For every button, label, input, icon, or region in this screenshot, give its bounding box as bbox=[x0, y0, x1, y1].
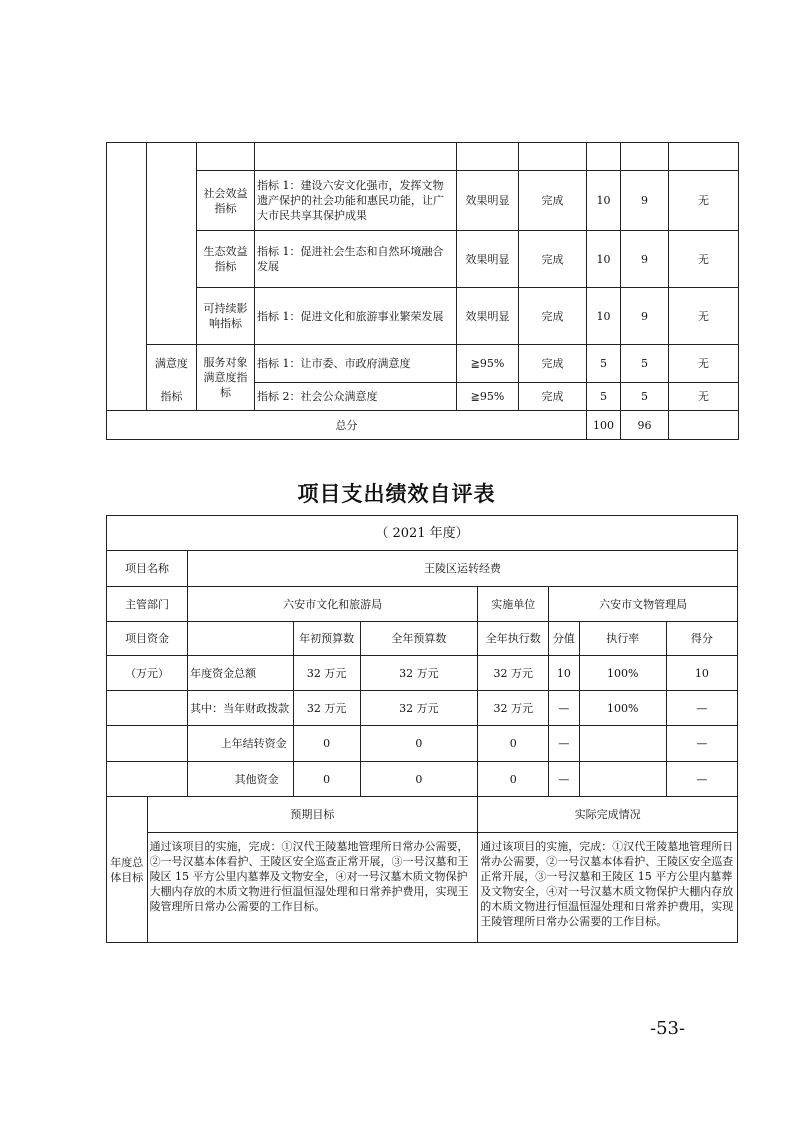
fund-executed: 0 bbox=[478, 762, 549, 797]
table-row bbox=[107, 656, 738, 691]
target-value: 效果明显 bbox=[457, 288, 519, 345]
target-value: ≧95% bbox=[457, 383, 519, 411]
fund-row-label: 年度资金总额 bbox=[188, 656, 293, 691]
satisfaction-label: 满意度 bbox=[147, 345, 197, 383]
fund-executed: 32 万元 bbox=[478, 656, 549, 691]
satisfaction-label-2: 指标 bbox=[147, 383, 197, 411]
fund-score: — bbox=[666, 691, 737, 726]
fund-row-label: 其中：当年财政拨款 bbox=[188, 691, 293, 726]
fund-rate bbox=[579, 726, 666, 762]
indicator-text: 指标 2：社会公众满意度 bbox=[255, 383, 457, 411]
performance-indicator-table bbox=[106, 142, 739, 440]
fund-executed: 0 bbox=[478, 726, 549, 762]
fund-initial: 32 万元 bbox=[293, 691, 360, 726]
page-title: 项目支出绩效自评表 bbox=[297, 482, 496, 506]
weight-value: 10 bbox=[587, 231, 621, 288]
fund-executed: 32 万元 bbox=[478, 691, 549, 726]
actual-text: 通过该项目的实施，完成：①汉代王陵墓地管理所日常办公需要，②一号汉墓本体看护、王陵区安全巡查正常开展，③一号汉墓和王陵区 15 平方公里内墓葬及文物安全，④对一号汉墓木质文物保护大棚内存放的木质文物进行恒温恒湿处理和日常养护费用，实现王陵管理所日常办公需要的工作目标。 bbox=[478, 833, 738, 943]
fund-rate: 100% bbox=[579, 656, 666, 691]
table-row bbox=[107, 622, 738, 656]
fund-score: 10 bbox=[666, 656, 737, 691]
fund-score: — bbox=[666, 726, 737, 762]
sub-indicator: 可持续影响指标 bbox=[197, 288, 255, 345]
score-value: 9 bbox=[621, 288, 669, 345]
weight-value: 10 bbox=[587, 288, 621, 345]
year-row bbox=[107, 516, 738, 551]
fund-initial: 32 万元 bbox=[293, 656, 360, 691]
fund-weight: — bbox=[549, 691, 579, 726]
impl-value: 六安市文物管理局 bbox=[549, 587, 738, 622]
fund-rate: 100% bbox=[579, 691, 666, 726]
year-label: （ 2021 年度） bbox=[107, 516, 738, 551]
actual-value: 完成 bbox=[519, 345, 587, 383]
actual-value: 完成 bbox=[519, 171, 587, 231]
table-row bbox=[107, 551, 738, 587]
self-evaluation-table bbox=[106, 515, 738, 943]
remark-value: 无 bbox=[669, 231, 739, 288]
weight-value: 5 bbox=[587, 383, 621, 411]
fund-weight: — bbox=[549, 726, 579, 762]
sub-indicator: 生态效益指标 bbox=[197, 231, 255, 288]
dept-label: 主管部门 bbox=[107, 587, 188, 622]
fund-initial: 0 bbox=[293, 726, 360, 762]
header-initial: 年初预算数 bbox=[293, 622, 360, 656]
impl-label: 实施单位 bbox=[478, 587, 549, 622]
fund-full: 32 万元 bbox=[360, 656, 478, 691]
total-row bbox=[107, 411, 739, 440]
table-row bbox=[107, 726, 738, 762]
table-row bbox=[107, 345, 739, 383]
table-row bbox=[107, 587, 738, 622]
fund-full: 0 bbox=[360, 726, 478, 762]
actual-value: 完成 bbox=[519, 383, 587, 411]
header-full: 全年预算数 bbox=[360, 622, 478, 656]
target-value: 效果明显 bbox=[457, 231, 519, 288]
actual-label: 实际完成情况 bbox=[478, 797, 738, 833]
fund-weight: 10 bbox=[549, 656, 579, 691]
sub-indicator: 社会效益指标 bbox=[197, 171, 255, 231]
actual-value: 完成 bbox=[519, 288, 587, 345]
weight-value: 10 bbox=[587, 171, 621, 231]
level1-cell bbox=[107, 143, 147, 411]
fund-full: 32 万元 bbox=[360, 691, 478, 726]
fund-score: — bbox=[666, 762, 737, 797]
indicator-text: 指标 1：建设六安文化强市，发挥文物遗产保护的社会功能和惠民功能，让广大市民共享其保护成果 bbox=[255, 171, 457, 231]
table-row bbox=[107, 171, 739, 231]
expected-text: 通过该项目的实施，完成：①汉代王陵墓地管理所日常办公需要，②一号汉墓本体看护、王陵区安全巡查正常开展，③一号汉墓和王陵区 15 平方公里内墓葬及文物安全，④对一号汉墓木质文物保护大棚内存放的木质文物进行恒温恒湿处理和日常养护费用，实现王陵管理所日常办公需要的工作目标。 bbox=[147, 833, 478, 943]
table-row bbox=[107, 288, 739, 345]
header-weight: 分值 bbox=[549, 622, 579, 656]
score-value: 5 bbox=[621, 345, 669, 383]
level2-cell bbox=[147, 143, 197, 345]
score-value: 5 bbox=[621, 383, 669, 411]
fund-row-label: 其他资金 bbox=[188, 762, 293, 797]
fund-rate bbox=[579, 762, 666, 797]
header-score: 得分 bbox=[666, 622, 737, 656]
dept-value: 六安市文化和旅游局 bbox=[188, 587, 478, 622]
table-row bbox=[107, 691, 738, 726]
weight-value: 5 bbox=[587, 345, 621, 383]
fund-unit: （万元） bbox=[107, 656, 188, 691]
goal-header-row bbox=[107, 797, 738, 833]
satisfaction-sub-indicator: 服务对象满意度指标 bbox=[197, 345, 255, 411]
table-row bbox=[107, 231, 739, 288]
target-value: 效果明显 bbox=[457, 171, 519, 231]
fund-label: 项目资金 bbox=[107, 622, 188, 656]
total-label: 总分 bbox=[107, 411, 587, 440]
header-rate: 执行率 bbox=[579, 622, 666, 656]
remark-value: 无 bbox=[669, 171, 739, 231]
project-name-value: 王陵区运转经费 bbox=[188, 551, 738, 587]
fund-full: 0 bbox=[360, 762, 478, 797]
table-row bbox=[107, 762, 738, 797]
remark-value: 无 bbox=[669, 383, 739, 411]
total-score: 96 bbox=[621, 411, 669, 440]
actual-value: 完成 bbox=[519, 231, 587, 288]
fund-initial: 0 bbox=[293, 762, 360, 797]
score-value: 9 bbox=[621, 171, 669, 231]
indicator-text: 指标 1：让市委、市政府满意度 bbox=[255, 345, 457, 383]
total-weight: 100 bbox=[587, 411, 621, 440]
goal-content-row bbox=[107, 833, 738, 943]
fund-weight: — bbox=[549, 762, 579, 797]
header-executed: 全年执行数 bbox=[478, 622, 549, 656]
indicator-text: 指标 1：促进文化和旅游事业繁荣发展 bbox=[255, 288, 457, 345]
annual-goal-label: 年度总体目标 bbox=[107, 797, 148, 943]
remark-value: 无 bbox=[669, 288, 739, 345]
fund-row-label: 上年结转资金 bbox=[188, 726, 293, 762]
table-row bbox=[107, 143, 739, 171]
expected-label: 预期目标 bbox=[147, 797, 478, 833]
indicator-text: 指标 1：促进社会生态和自然环境融合发展 bbox=[255, 231, 457, 288]
project-name-label: 项目名称 bbox=[107, 551, 188, 587]
page-number: -53- bbox=[650, 1018, 686, 1039]
remark-value: 无 bbox=[669, 345, 739, 383]
target-value: ≧95% bbox=[457, 345, 519, 383]
score-value: 9 bbox=[621, 231, 669, 288]
